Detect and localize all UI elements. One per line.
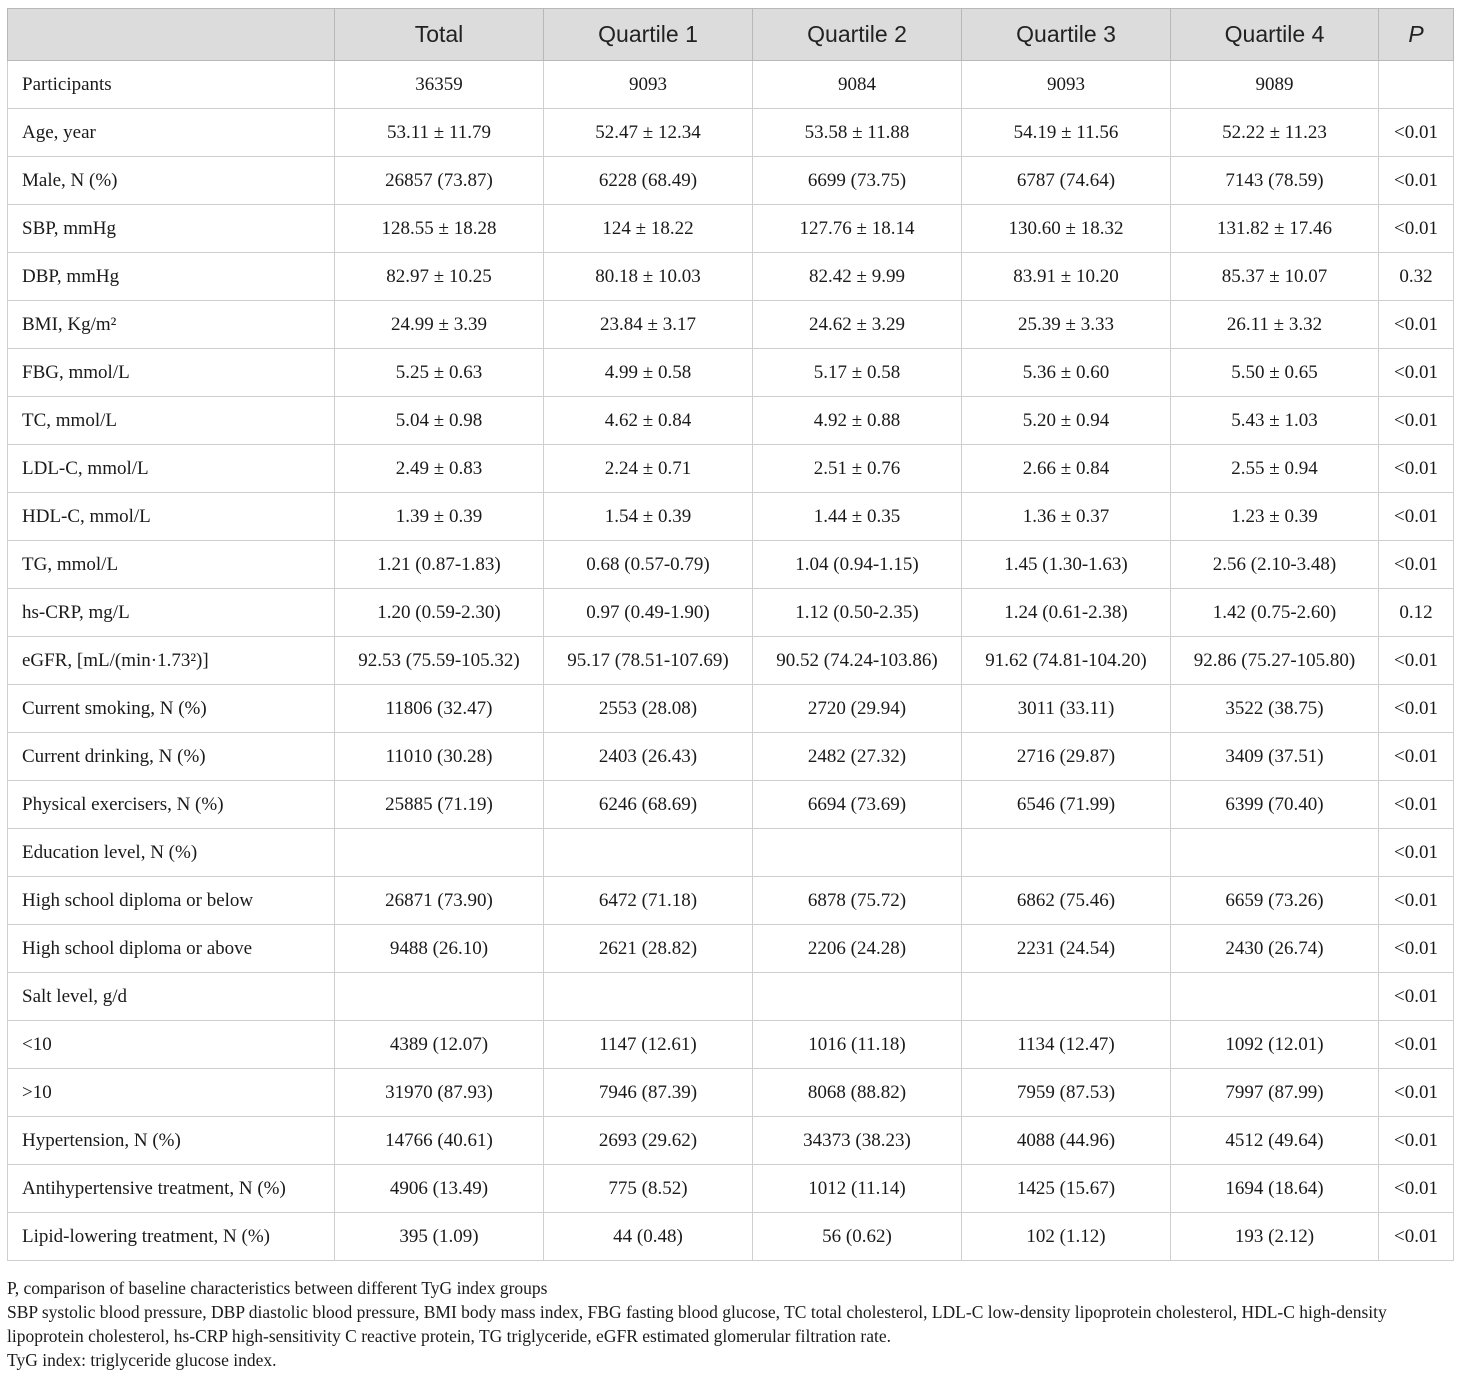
total-value: 4906 (13.49) [335,1165,544,1213]
total-value: 5.04 ± 0.98 [335,397,544,445]
footnote-abbreviations: SBP systolic blood pressure, DBP diastolic blood pressure, BMI body mass index, FBG fasting blood glucose, TC total cholesterol, LDL-C low-density lipoprotein cholesterol, HDL-C high-density lipoprotein cholesterol, hs-CRP high-sensitivity C reactive protein, TG triglyceride, eGFR estimated glomerular filtration rate. [7,1302,1387,1346]
total-value: 36359 [335,61,544,109]
header-cell-quartile-4: Quartile 4 [1171,9,1379,61]
quartile-1-value: 0.97 (0.49-1.90) [544,589,753,637]
quartile-4-value: 7143 (78.59) [1171,157,1379,205]
quartile-4-value [1171,973,1379,1021]
quartile-2-value: 90.52 (74.24-103.86) [753,637,962,685]
table-row [8,877,1454,925]
row-label: Current drinking, N (%) [8,733,335,781]
quartile-2-value: 4.92 ± 0.88 [753,397,962,445]
quartile-3-value: 91.62 (74.81-104.20) [962,637,1171,685]
row-label: Lipid-lowering treatment, N (%) [8,1213,335,1261]
quartile-3-value: 1.24 (0.61-2.38) [962,589,1171,637]
total-value: 25885 (71.19) [335,781,544,829]
row-label: hs-CRP, mg/L [8,589,335,637]
p-value: <0.01 [1379,973,1454,1021]
quartile-4-value: 2430 (26.74) [1171,925,1379,973]
header-cell-total: Total [335,9,544,61]
quartile-1-value: 7946 (87.39) [544,1069,753,1117]
p-value: <0.01 [1379,1069,1454,1117]
p-value: <0.01 [1379,1117,1454,1165]
quartile-4-value: 92.86 (75.27-105.80) [1171,637,1379,685]
quartile-3-value: 83.91 ± 10.20 [962,253,1171,301]
quartile-2-value: 6699 (73.75) [753,157,962,205]
table-row [8,541,1454,589]
row-label: TG, mmol/L [8,541,335,589]
quartile-1-value: 52.47 ± 12.34 [544,109,753,157]
quartile-3-value: 7959 (87.53) [962,1069,1171,1117]
quartile-2-value: 127.76 ± 18.14 [753,205,962,253]
total-value: 11806 (32.47) [335,685,544,733]
total-value: 1.39 ± 0.39 [335,493,544,541]
total-value: 395 (1.09) [335,1213,544,1261]
quartile-1-value: 6228 (68.49) [544,157,753,205]
row-label: HDL-C, mmol/L [8,493,335,541]
header-cell-quartile-3: Quartile 3 [962,9,1171,61]
table-row [8,973,1454,1021]
quartile-3-value: 1425 (15.67) [962,1165,1171,1213]
p-value: <0.01 [1379,733,1454,781]
total-value: 53.11 ± 11.79 [335,109,544,157]
quartile-1-value: 124 ± 18.22 [544,205,753,253]
row-label: Age, year [8,109,335,157]
quartile-2-value: 6694 (73.69) [753,781,962,829]
p-value: <0.01 [1379,637,1454,685]
p-value: 0.12 [1379,589,1454,637]
quartile-2-value: 5.17 ± 0.58 [753,349,962,397]
p-value: <0.01 [1379,1213,1454,1261]
quartile-4-value: 3409 (37.51) [1171,733,1379,781]
total-value [335,973,544,1021]
quartile-4-value: 1.42 (0.75-2.60) [1171,589,1379,637]
p-value: <0.01 [1379,541,1454,589]
quartile-1-value: 9093 [544,61,753,109]
total-value: 11010 (30.28) [335,733,544,781]
quartile-4-value: 131.82 ± 17.46 [1171,205,1379,253]
quartile-1-value: 1.54 ± 0.39 [544,493,753,541]
quartile-4-value: 26.11 ± 3.32 [1171,301,1379,349]
quartile-3-value: 2231 (24.54) [962,925,1171,973]
p-value: 0.32 [1379,253,1454,301]
quartile-1-value: 2.24 ± 0.71 [544,445,753,493]
quartile-4-value: 5.50 ± 0.65 [1171,349,1379,397]
table-row [8,349,1454,397]
quartile-4-value: 6399 (70.40) [1171,781,1379,829]
quartile-2-value [753,973,962,1021]
table-row [8,589,1454,637]
quartile-2-value: 1012 (11.14) [753,1165,962,1213]
total-value: 31970 (87.93) [335,1069,544,1117]
table-row [8,1117,1454,1165]
total-value: 24.99 ± 3.39 [335,301,544,349]
quartile-1-value: 2693 (29.62) [544,1117,753,1165]
quartile-1-value: 2553 (28.08) [544,685,753,733]
total-value: 82.97 ± 10.25 [335,253,544,301]
row-label: High school diploma or above [8,925,335,973]
row-label: Antihypertensive treatment, N (%) [8,1165,335,1213]
quartile-1-value: 80.18 ± 10.03 [544,253,753,301]
table-row [8,61,1454,109]
p-value: <0.01 [1379,781,1454,829]
quartile-2-value: 82.42 ± 9.99 [753,253,962,301]
p-value: <0.01 [1379,157,1454,205]
quartile-3-value: 130.60 ± 18.32 [962,205,1171,253]
row-label: eGFR, [mL/(min·1.73²)] [8,637,335,685]
quartile-3-value: 6787 (74.64) [962,157,1171,205]
quartile-1-value: 2621 (28.82) [544,925,753,973]
quartile-4-value: 4512 (49.64) [1171,1117,1379,1165]
table-body [8,61,1454,1261]
table-footnotes [7,1276,1453,1372]
row-label: <10 [8,1021,335,1069]
total-value: 9488 (26.10) [335,925,544,973]
table-row [8,637,1454,685]
total-value: 2.49 ± 0.83 [335,445,544,493]
quartile-1-value: 23.84 ± 3.17 [544,301,753,349]
quartile-2-value: 24.62 ± 3.29 [753,301,962,349]
table-row [8,685,1454,733]
table-row [8,397,1454,445]
row-label: Current smoking, N (%) [8,685,335,733]
quartile-2-value: 2.51 ± 0.76 [753,445,962,493]
row-label: Salt level, g/d [8,973,335,1021]
total-value: 4389 (12.07) [335,1021,544,1069]
quartile-3-value: 6862 (75.46) [962,877,1171,925]
table-row [8,1165,1454,1213]
quartile-2-value: 2720 (29.94) [753,685,962,733]
quartile-3-value: 9093 [962,61,1171,109]
quartile-2-value: 53.58 ± 11.88 [753,109,962,157]
quartile-4-value: 52.22 ± 11.23 [1171,109,1379,157]
quartile-2-value: 9084 [753,61,962,109]
quartile-4-value: 5.43 ± 1.03 [1171,397,1379,445]
row-label: FBG, mmol/L [8,349,335,397]
quartile-3-value: 1.45 (1.30-1.63) [962,541,1171,589]
row-label: BMI, Kg/m² [8,301,335,349]
table-row [8,253,1454,301]
p-value: <0.01 [1379,301,1454,349]
total-value: 26857 (73.87) [335,157,544,205]
row-label: DBP, mmHg [8,253,335,301]
baseline-characteristics-table [7,8,1454,1261]
quartile-2-value: 2482 (27.32) [753,733,962,781]
quartile-1-value: 6246 (68.69) [544,781,753,829]
quartile-3-value: 5.20 ± 0.94 [962,397,1171,445]
p-value: <0.01 [1379,109,1454,157]
p-value: <0.01 [1379,877,1454,925]
quartile-2-value: 2206 (24.28) [753,925,962,973]
quartile-4-value: 2.55 ± 0.94 [1171,445,1379,493]
quartile-1-value [544,829,753,877]
quartile-4-value: 1092 (12.01) [1171,1021,1379,1069]
table-row [8,301,1454,349]
quartile-2-value: 56 (0.62) [753,1213,962,1261]
footnote-p-definition: P, comparison of baseline characteristics between different TyG index groups [7,1278,548,1298]
table-row [8,205,1454,253]
quartile-3-value [962,973,1171,1021]
quartile-2-value [753,829,962,877]
total-value: 26871 (73.90) [335,877,544,925]
total-value: 92.53 (75.59-105.32) [335,637,544,685]
p-value: <0.01 [1379,1165,1454,1213]
table-row [8,1213,1454,1261]
row-label: >10 [8,1069,335,1117]
quartile-2-value: 1.04 (0.94-1.15) [753,541,962,589]
quartile-4-value: 1694 (18.64) [1171,1165,1379,1213]
quartile-3-value: 54.19 ± 11.56 [962,109,1171,157]
row-label: Education level, N (%) [8,829,335,877]
quartile-4-value: 1.23 ± 0.39 [1171,493,1379,541]
table-row [8,109,1454,157]
p-value: <0.01 [1379,1021,1454,1069]
total-value: 5.25 ± 0.63 [335,349,544,397]
quartile-1-value: 2403 (26.43) [544,733,753,781]
quartile-1-value: 4.99 ± 0.58 [544,349,753,397]
p-value: <0.01 [1379,925,1454,973]
quartile-3-value: 4088 (44.96) [962,1117,1171,1165]
quartile-4-value: 193 (2.12) [1171,1213,1379,1261]
table-row [8,781,1454,829]
quartile-4-value: 85.37 ± 10.07 [1171,253,1379,301]
quartile-3-value: 2.66 ± 0.84 [962,445,1171,493]
table-row [8,493,1454,541]
row-label: Male, N (%) [8,157,335,205]
header-cell-quartile-1: Quartile 1 [544,9,753,61]
quartile-3-value: 102 (1.12) [962,1213,1171,1261]
p-value: <0.01 [1379,205,1454,253]
header-cell-quartile-2: Quartile 2 [753,9,962,61]
quartile-2-value: 34373 (38.23) [753,1117,962,1165]
baseline-characteristics-table-container [7,8,1453,1261]
p-value: <0.01 [1379,829,1454,877]
quartile-3-value [962,829,1171,877]
row-label: LDL-C, mmol/L [8,445,335,493]
quartile-3-value: 1.36 ± 0.37 [962,493,1171,541]
header-row [8,9,1454,61]
quartile-4-value: 3522 (38.75) [1171,685,1379,733]
row-label: Physical exercisers, N (%) [8,781,335,829]
table-row [8,445,1454,493]
quartile-3-value: 6546 (71.99) [962,781,1171,829]
table-header [8,9,1454,61]
quartile-3-value: 3011 (33.11) [962,685,1171,733]
table-row [8,1021,1454,1069]
quartile-3-value: 2716 (29.87) [962,733,1171,781]
table-row [8,925,1454,973]
total-value [335,829,544,877]
table-row [8,733,1454,781]
quartile-2-value: 8068 (88.82) [753,1069,962,1117]
quartile-1-value: 0.68 (0.57-0.79) [544,541,753,589]
total-value: 1.20 (0.59-2.30) [335,589,544,637]
total-value: 14766 (40.61) [335,1117,544,1165]
quartile-1-value: 6472 (71.18) [544,877,753,925]
row-label: Participants [8,61,335,109]
header-cell-label [8,9,335,61]
p-value: <0.01 [1379,349,1454,397]
quartile-2-value: 1.12 (0.50-2.35) [753,589,962,637]
table-row [8,1069,1454,1117]
row-label: High school diploma or below [8,877,335,925]
quartile-1-value [544,973,753,1021]
p-value [1379,61,1454,109]
quartile-3-value: 25.39 ± 3.33 [962,301,1171,349]
quartile-1-value: 775 (8.52) [544,1165,753,1213]
quartile-2-value: 1016 (11.18) [753,1021,962,1069]
quartile-2-value: 1.44 ± 0.35 [753,493,962,541]
p-value: <0.01 [1379,445,1454,493]
quartile-2-value: 6878 (75.72) [753,877,962,925]
quartile-3-value: 1134 (12.47) [962,1021,1171,1069]
quartile-4-value: 9089 [1171,61,1379,109]
row-label: Hypertension, N (%) [8,1117,335,1165]
table-row [8,829,1454,877]
p-value: <0.01 [1379,493,1454,541]
row-label: SBP, mmHg [8,205,335,253]
total-value: 128.55 ± 18.28 [335,205,544,253]
quartile-1-value: 1147 (12.61) [544,1021,753,1069]
p-value: <0.01 [1379,397,1454,445]
total-value: 1.21 (0.87-1.83) [335,541,544,589]
quartile-3-value: 5.36 ± 0.60 [962,349,1171,397]
quartile-4-value: 2.56 (2.10-3.48) [1171,541,1379,589]
row-label: TC, mmol/L [8,397,335,445]
footnote-tyg-definition: TyG index: triglyceride glucose index. [7,1350,277,1370]
quartile-1-value: 44 (0.48) [544,1213,753,1261]
quartile-4-value [1171,829,1379,877]
quartile-1-value: 4.62 ± 0.84 [544,397,753,445]
quartile-4-value: 7997 (87.99) [1171,1069,1379,1117]
header-cell-p-value: P [1379,9,1454,61]
table-row [8,157,1454,205]
quartile-1-value: 95.17 (78.51-107.69) [544,637,753,685]
p-value: <0.01 [1379,685,1454,733]
quartile-4-value: 6659 (73.26) [1171,877,1379,925]
